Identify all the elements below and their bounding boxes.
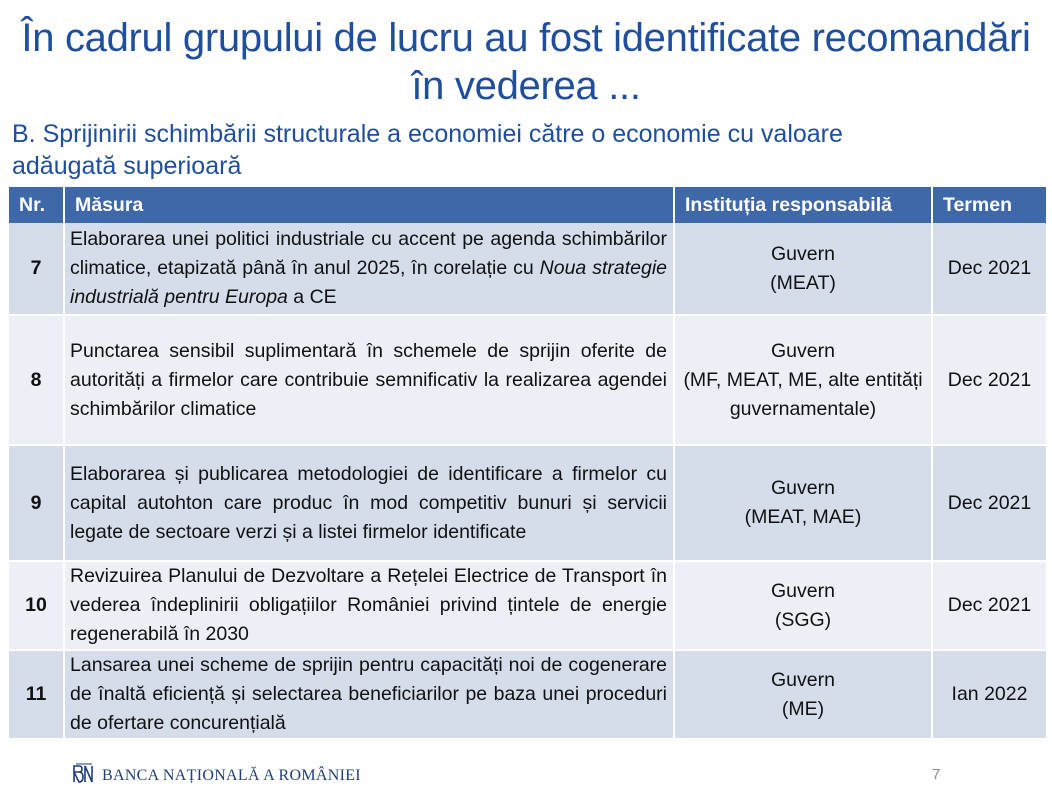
table-row (9, 315, 1046, 445)
institution-line2: (MEAT, MAE) (744, 506, 862, 528)
institution-line1: Guvern (771, 477, 835, 499)
institution-line1: Guvern (771, 579, 835, 602)
table-row (9, 650, 1046, 739)
institution-line2: (MF, MEAT, ME, alte entități guvernamentale) (683, 368, 923, 420)
slide-subtitle-line2: adăugată superioară (12, 152, 242, 180)
row-number: 8 (9, 315, 64, 445)
row-deadline: Ian 2022 (932, 650, 1046, 739)
column-header-institutia: Instituția responsabilă (674, 187, 932, 223)
row-institution (674, 650, 932, 739)
bnr-logo-text: BANCA NAȚIONALĂ A ROMÂNIEI (102, 766, 361, 784)
row-number: 10 (9, 561, 64, 650)
row-number: 11 (9, 650, 64, 739)
row-institution (674, 223, 932, 315)
institution-line1: Guvern (771, 339, 835, 362)
row-number: 7 (9, 223, 64, 315)
row-measure: Elaborarea și publicarea metodologiei de identificare a firmelor cu capital autohton care produc în mod competitiv bunuri și servicii legate de sectoare verzi și a listei firmelor identificate (64, 445, 674, 561)
row-deadline: Dec 2021 (932, 223, 1046, 315)
bnr-logo (72, 762, 361, 789)
page-number: 7 (932, 766, 941, 783)
row-measure: Punctarea sensibil suplimentară în schemele de sprijin oferite de autorități a firmelor care contribuie semnificativ la realizarea agendei schimbărilor climatice (64, 315, 674, 445)
row-deadline: Dec 2021 (932, 561, 1046, 650)
row-measure-italic: Noua strategie industrială pentru Europa (70, 257, 667, 308)
measures-table (9, 187, 1046, 740)
table-row (9, 445, 1046, 561)
row-number: 9 (9, 445, 64, 561)
row-measure: Lansarea unei scheme de sprijin pentru capacități noi de cogenerare de înaltă eficiență și selectarea beneficiarilor pe baza unei proceduri de ofertare concurențială (64, 650, 674, 739)
slide-title (0, 14, 1052, 110)
table-header-row (9, 187, 1046, 223)
row-institution (674, 315, 932, 445)
column-header-nr: Nr. (9, 187, 64, 223)
slide-subtitle (12, 118, 1032, 182)
institution-line1: Guvern (771, 668, 835, 691)
row-deadline: Dec 2021 (932, 445, 1046, 561)
table-row (9, 223, 1046, 315)
row-measure: Revizuirea Planului de Dezvoltare a Rețelei Electrice de Transport în vederea îndeplinirii obligațiilor României privind țintele de energie regenerabilă în 2030 (64, 561, 674, 650)
table-row (9, 561, 1046, 650)
bnr-monogram-icon (72, 762, 96, 789)
row-institution (674, 445, 932, 561)
column-header-masura: Măsura (64, 187, 674, 223)
institution-line2: (MEAT) (770, 271, 836, 294)
institution-line2: (ME) (781, 697, 825, 720)
row-deadline: Dec 2021 (932, 315, 1046, 445)
institution-line2: (SGG) (774, 608, 832, 631)
row-institution (674, 561, 932, 650)
row-measure (64, 223, 674, 315)
row-measure-text-end: a CE (287, 286, 337, 308)
slide-title-line1: În cadrul grupului de lucru au fost identificate recomandări (21, 16, 1031, 60)
slide-title-line2: în vederea ... (411, 64, 641, 108)
row-measure-text: Elaborarea unei politici industriale cu accent pe agenda schimbărilor climatice, etapizată până în anul 2025, în corelație cu (70, 228, 667, 279)
column-header-termen: Termen (932, 187, 1046, 223)
institution-line1: Guvern (771, 242, 835, 265)
slide-subtitle-line1: B. Sprijinirii schimbării structurale a economiei către o economie cu valoare (12, 120, 843, 148)
